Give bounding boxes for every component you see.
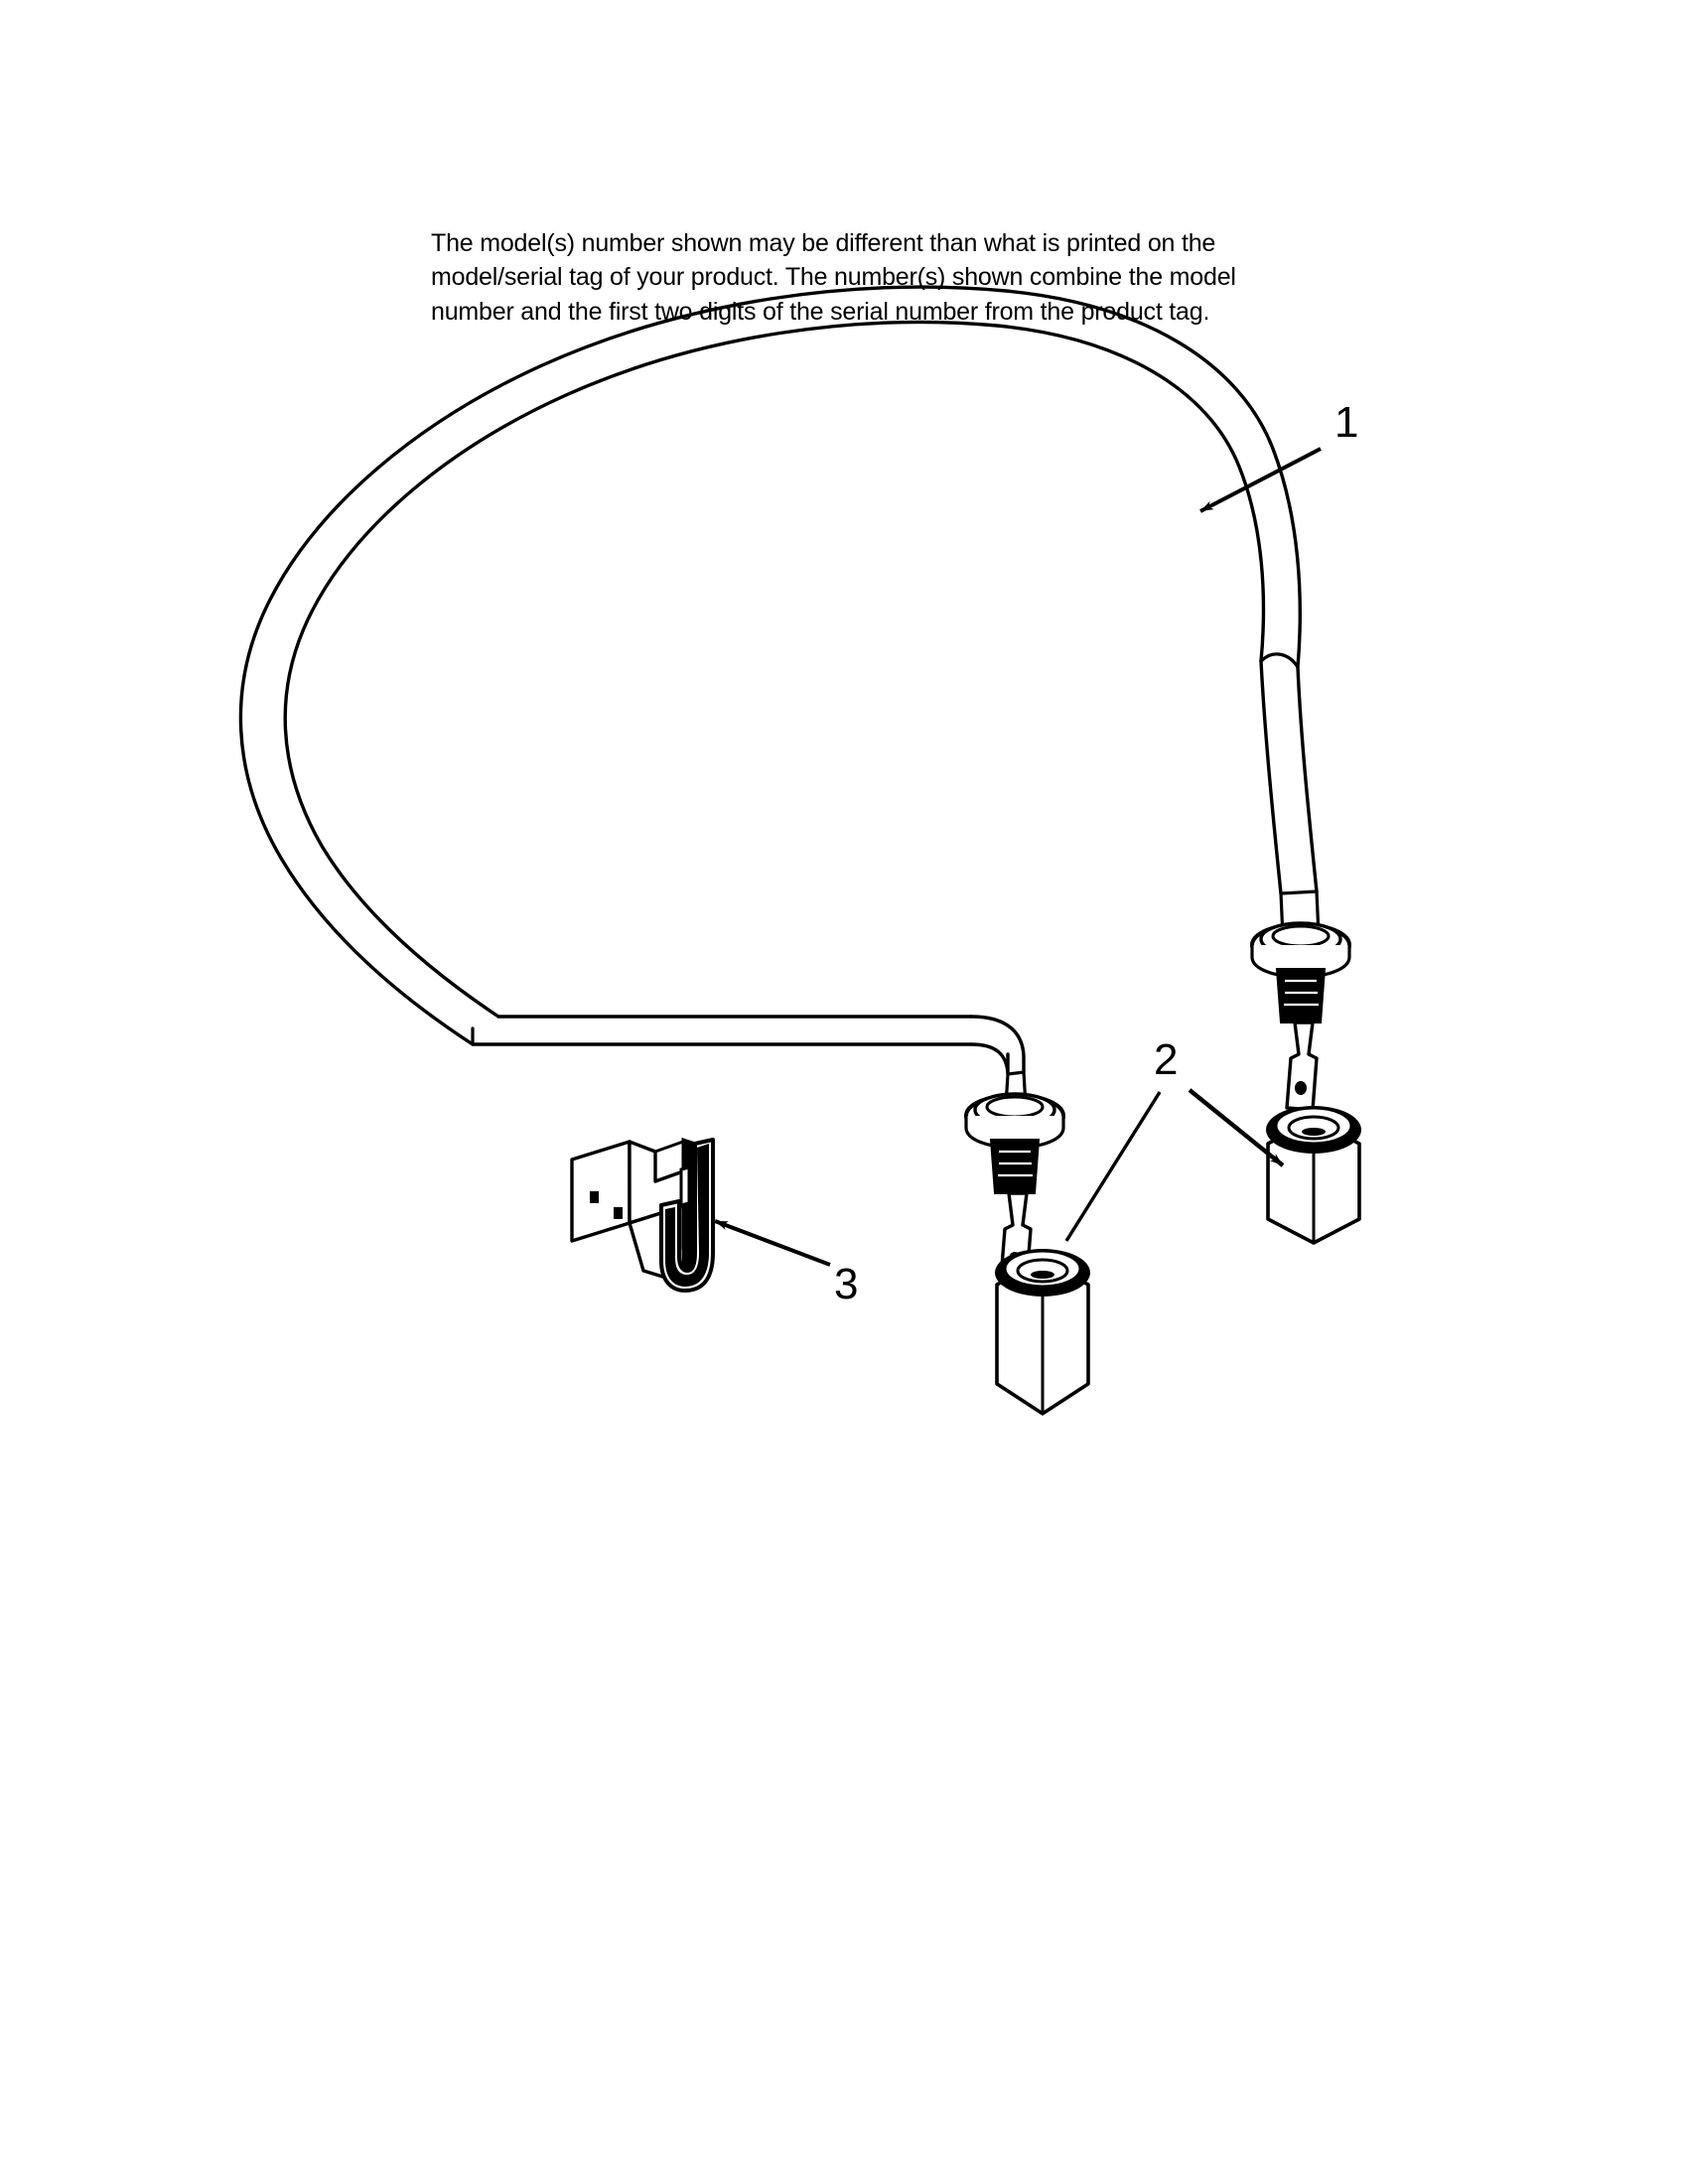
- right-terminal-threaded-body: [1277, 969, 1325, 1023]
- heating-element-tube-outer: [240, 287, 1300, 1044]
- heating-element-part: [240, 287, 1349, 1281]
- right-terminal-assembly: [1252, 891, 1349, 1110]
- hex-nut-lower: [995, 1249, 1090, 1414]
- heating-element-right-bend-arc: [1261, 654, 1298, 667]
- heating-element-right-leg-outer: [1298, 667, 1317, 891]
- clip-top-block-crease: [655, 1142, 683, 1171]
- model-number-notice: The model(s) number shown may be different than what is printed on the model/serial tag of your product. The number(s) shown combine the model number and the first two digits of the serial number from the product tag.: [431, 229, 1236, 326]
- heating-element-left-leg-outer: [971, 1044, 1008, 1074]
- leader-line-2a: [1066, 1092, 1160, 1241]
- callout-label-3: 3: [834, 1260, 859, 1308]
- leader-line-3: [715, 1221, 830, 1265]
- right-terminal-spade: [1287, 1023, 1317, 1110]
- clip-plate-notch-b: [614, 1207, 623, 1219]
- leader-line-1: [1200, 449, 1321, 511]
- callout-label-1: 1: [1334, 398, 1359, 447]
- hex-nut-lower-bore-shadow: [1031, 1271, 1054, 1279]
- heating-element-right-leg-inner: [1261, 661, 1281, 893]
- hex-nut-upper: [1266, 1106, 1361, 1243]
- retaining-clip: [572, 1140, 713, 1291]
- right-terminal-flange-inner: [1273, 926, 1329, 946]
- left-terminal-flange-inner: [987, 1097, 1043, 1117]
- hex-nut-upper-bore-shadow: [1302, 1128, 1326, 1136]
- left-terminal-threaded-body: [991, 1140, 1039, 1193]
- clip-left-plate: [572, 1142, 630, 1241]
- clip-arm-tab: [681, 1167, 689, 1205]
- clip-plate-notch-a: [590, 1191, 599, 1203]
- right-terminal-spade-hole: [1295, 1081, 1307, 1095]
- callout-label-2: 2: [1154, 1035, 1179, 1084]
